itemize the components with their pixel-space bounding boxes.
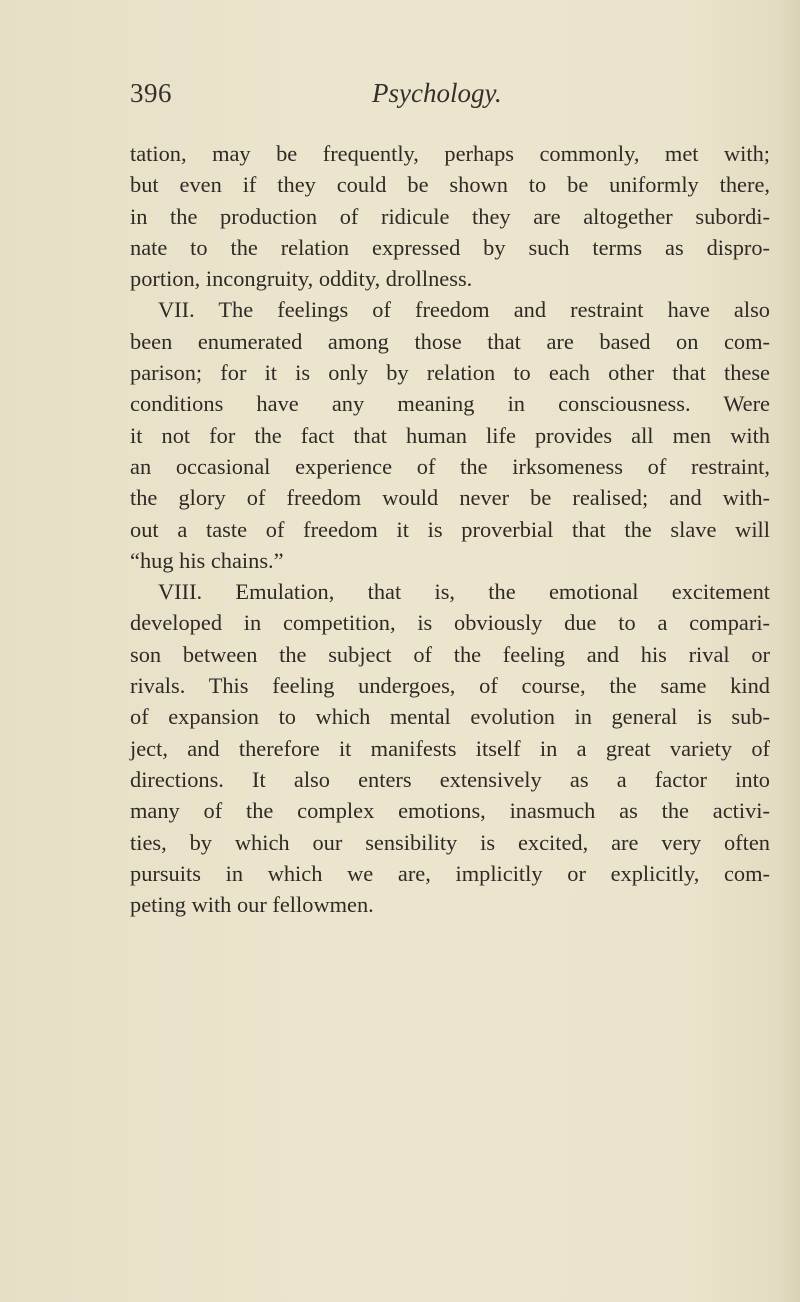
text-line: ject, and therefore it manifests itself in a great variety of bbox=[130, 735, 770, 761]
text-line: it not for the fact that human life provides all men with bbox=[130, 422, 770, 448]
text-line: ties, by which our sensibility is excited, are very often bbox=[130, 829, 770, 855]
text-line: in the production of ridicule they are altogether subordi- bbox=[130, 203, 770, 229]
text-line: pursuits in which we are, implicitly or explicitly, com- bbox=[130, 860, 770, 886]
text-line: of expansion to which mental evolution in general is sub- bbox=[130, 704, 770, 730]
text-line: developed in competition, is obviously due to a compari- bbox=[130, 610, 770, 636]
text-line: son between the subject of the feeling and his rival or bbox=[130, 641, 770, 667]
text-line: directions. It also enters extensively as a factor into bbox=[130, 766, 770, 792]
text-line: but even if they could be shown to be uniformly there, bbox=[130, 172, 770, 198]
text-line: portion, incongruity, oddity, drollness. bbox=[130, 266, 473, 292]
text-line: been enumerated among those that are based on com- bbox=[130, 328, 770, 354]
section-vii-opening-line: VII. The feelings of freedom and restraint have also bbox=[158, 297, 770, 323]
running-title: Psychology. bbox=[372, 78, 502, 108]
text-line: parison; for it is only by relation to each other that these bbox=[130, 360, 770, 386]
section-viii-opening-line: VIII. Emulation, that is, the emotional excitement bbox=[158, 579, 770, 605]
running-head bbox=[130, 78, 770, 118]
text-line: the glory of freedom would never be realised; and with- bbox=[130, 485, 770, 511]
text-line: an occasional experience of the irksomeness of restraint, bbox=[130, 453, 770, 479]
text-line: peting with our fellowmen. bbox=[130, 892, 374, 918]
page-number: 396 bbox=[130, 78, 172, 108]
text-line: tation, may be frequently, perhaps commonly, met with; bbox=[130, 141, 770, 166]
text-line: “hug his chains.” bbox=[130, 547, 284, 573]
text-line: nate to the relation expressed by such terms as dispro- bbox=[130, 234, 770, 260]
body-text bbox=[130, 138, 770, 920]
text-line: conditions have any meaning in consciousness. Were bbox=[130, 391, 770, 417]
text-line: out a taste of freedom it is proverbial that the slave will bbox=[130, 516, 770, 542]
text-line: rivals. This feeling undergoes, of course, the same kind bbox=[130, 673, 770, 699]
text-line: many of the complex emotions, inasmuch as the activi- bbox=[130, 798, 770, 824]
